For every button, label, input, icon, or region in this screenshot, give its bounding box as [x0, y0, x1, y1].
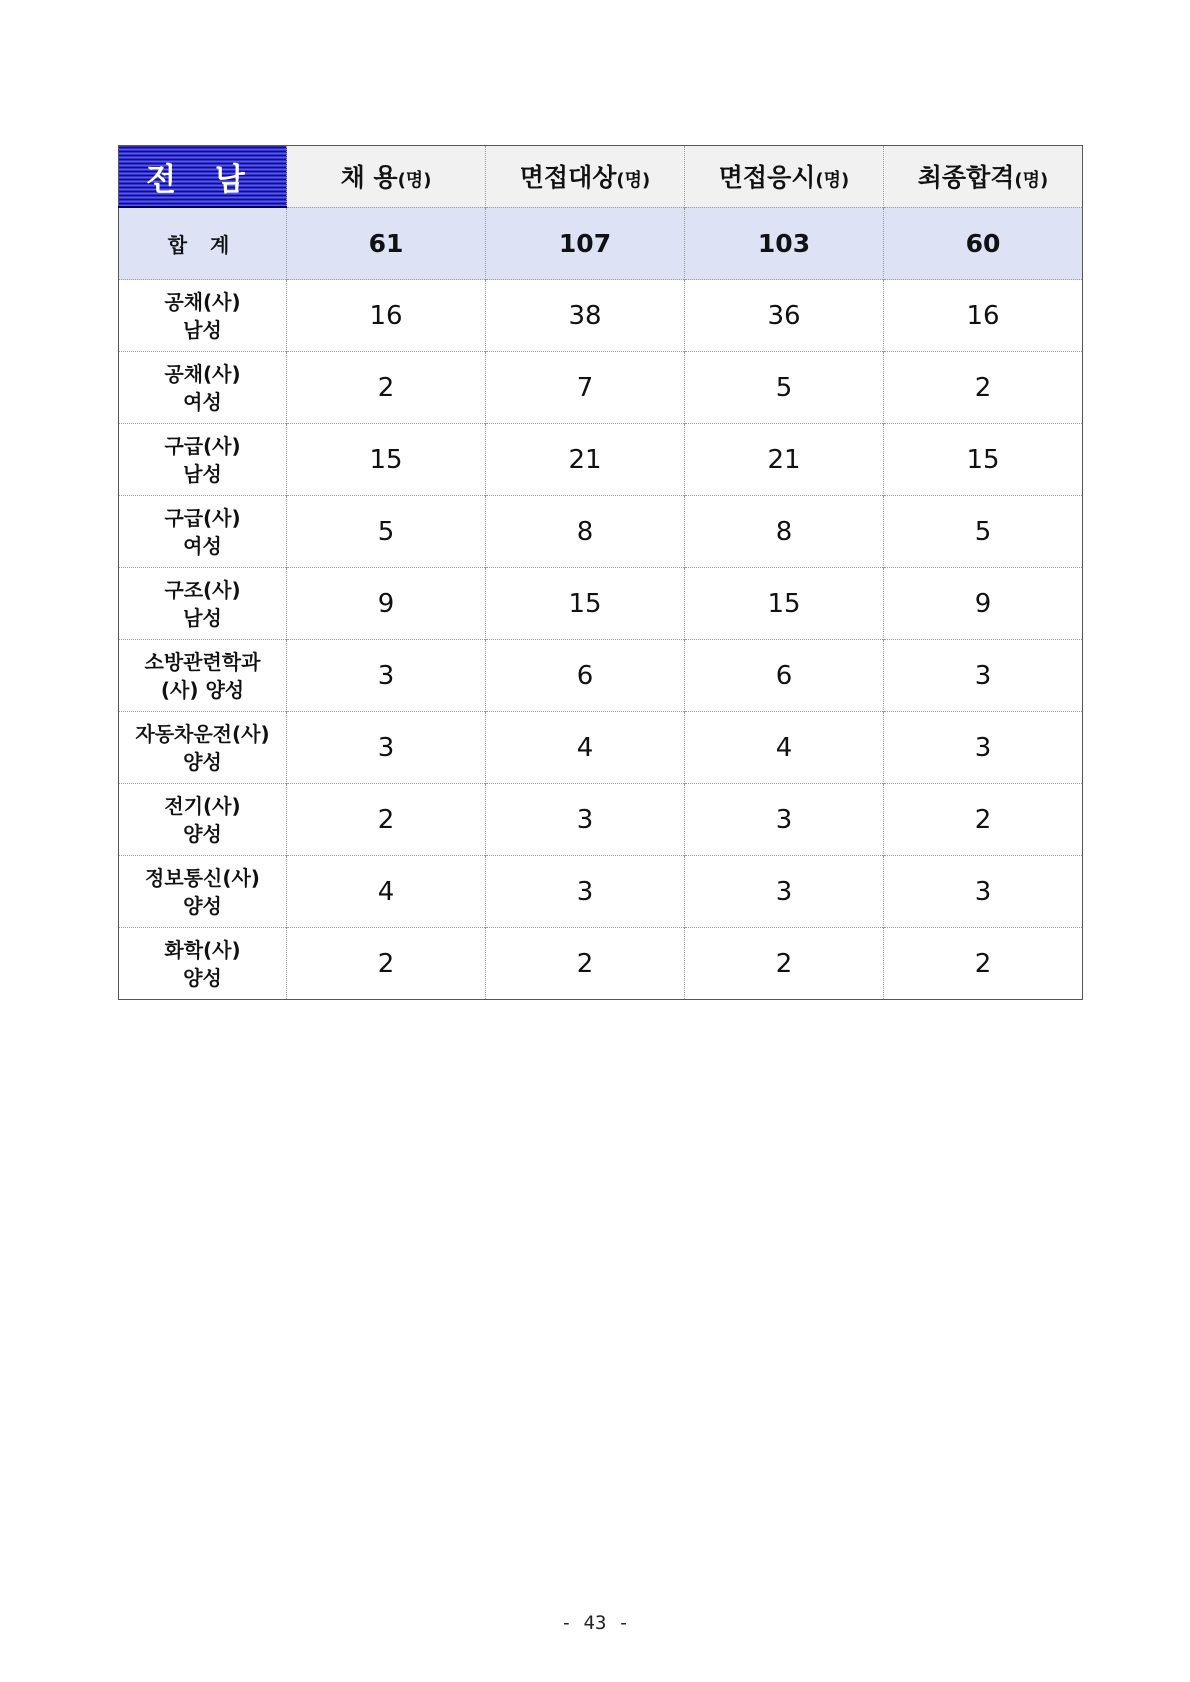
page-number: - 43 -: [560, 1612, 630, 1634]
row-label-line2: 남성: [183, 605, 222, 630]
row-label: [119, 424, 287, 496]
cell-value: 4: [287, 856, 486, 928]
cell-value: 8: [486, 496, 685, 568]
cell-value: 2: [884, 928, 1083, 1000]
cell-value: 21: [685, 424, 884, 496]
cell-value: 38: [486, 280, 685, 352]
row-label-line1: 전기(사): [164, 793, 241, 818]
cell-value: 2: [486, 928, 685, 1000]
cell-value: 8: [685, 496, 884, 568]
table-row: [119, 568, 1083, 640]
cell-value: 2: [287, 352, 486, 424]
header-final-pass-unit: (명): [1014, 170, 1049, 192]
row-label-line1: 자동차운전(사): [135, 721, 270, 746]
row-label-line1: 소방관련학과: [144, 649, 261, 674]
header-interview-taken-unit: (명): [815, 170, 850, 192]
cell-value: 6: [685, 640, 884, 712]
row-label-line2: 남성: [183, 317, 222, 342]
row-label: [119, 568, 287, 640]
row-label: [119, 928, 287, 1000]
cell-value: 3: [884, 856, 1083, 928]
header-hired: [287, 146, 486, 208]
header-hired-unit: (명): [397, 170, 432, 192]
table-row: [119, 928, 1083, 1000]
row-label: [119, 280, 287, 352]
cell-value: 2: [685, 928, 884, 1000]
header-interview-taken-label: 면접응시: [718, 163, 816, 193]
total-value: 61: [287, 207, 486, 280]
row-label-line2: 양성: [183, 893, 222, 918]
total-value: 107: [486, 207, 685, 280]
cell-value: 4: [486, 712, 685, 784]
header-interview-target-label: 면접대상: [519, 163, 617, 193]
row-label: [119, 856, 287, 928]
table-row: [119, 712, 1083, 784]
row-label-line1: 구급(사): [164, 433, 241, 458]
total-value: 60: [884, 207, 1083, 280]
cell-value: 16: [884, 280, 1083, 352]
row-label-line2: 여성: [183, 389, 222, 414]
cell-value: 4: [685, 712, 884, 784]
row-label-line1: 공채(사): [164, 289, 241, 314]
row-label-line2: 양성: [183, 749, 222, 774]
cell-value: 15: [884, 424, 1083, 496]
cell-value: 16: [287, 280, 486, 352]
table-row: [119, 784, 1083, 856]
table-row: [119, 280, 1083, 352]
cell-value: 15: [685, 568, 884, 640]
cell-value: 5: [685, 352, 884, 424]
header-row: [119, 146, 1083, 208]
cell-value: 3: [685, 856, 884, 928]
header-interview-taken: [685, 146, 884, 208]
header-final-pass: [884, 146, 1083, 208]
cell-value: 5: [287, 496, 486, 568]
row-label: [119, 496, 287, 568]
row-label: [119, 640, 287, 712]
cell-value: 3: [486, 784, 685, 856]
row-label-line2: 남성: [183, 461, 222, 486]
row-label-line1: 화학(사): [164, 937, 241, 962]
cell-value: 7: [486, 352, 685, 424]
header-hired-label: 채 용: [340, 163, 398, 193]
recruitment-table: [118, 145, 1083, 1000]
table-row: [119, 424, 1083, 496]
row-label-line2: 양성: [183, 821, 222, 846]
cell-value: 3: [287, 640, 486, 712]
cell-value: 3: [685, 784, 884, 856]
cell-value: 3: [884, 712, 1083, 784]
header-interview-target-unit: (명): [616, 170, 651, 192]
row-label-line2: 양성: [183, 965, 222, 990]
cell-value: 21: [486, 424, 685, 496]
row-label: [119, 712, 287, 784]
cell-value: 2: [287, 928, 486, 1000]
cell-value: 9: [884, 568, 1083, 640]
cell-value: 15: [486, 568, 685, 640]
row-label-line1: 구조(사): [164, 577, 241, 602]
table-row: [119, 640, 1083, 712]
row-label-line1: 구급(사): [164, 505, 241, 530]
table-row: [119, 856, 1083, 928]
total-value: 103: [685, 207, 884, 280]
cell-value: 15: [287, 424, 486, 496]
cell-value: 3: [287, 712, 486, 784]
header-interview-target: [486, 146, 685, 208]
cell-value: 6: [486, 640, 685, 712]
row-label: [119, 784, 287, 856]
region-label: 전 남: [119, 146, 287, 208]
row-label: [119, 352, 287, 424]
row-label-line2: 여성: [183, 533, 222, 558]
table-row: [119, 352, 1083, 424]
cell-value: 3: [486, 856, 685, 928]
total-row: [119, 207, 1083, 280]
cell-value: 36: [685, 280, 884, 352]
row-label-line1: 정보통신(사): [145, 865, 260, 890]
header-final-pass-label: 최종합격: [917, 163, 1015, 193]
cell-value: 2: [884, 352, 1083, 424]
table-row: [119, 496, 1083, 568]
row-label-line2: (사) 양성: [160, 677, 245, 702]
cell-value: 2: [884, 784, 1083, 856]
total-label: 합 계: [119, 207, 287, 280]
cell-value: 2: [287, 784, 486, 856]
row-label-line1: 공채(사): [164, 361, 241, 386]
cell-value: 3: [884, 640, 1083, 712]
cell-value: 5: [884, 496, 1083, 568]
cell-value: 9: [287, 568, 486, 640]
